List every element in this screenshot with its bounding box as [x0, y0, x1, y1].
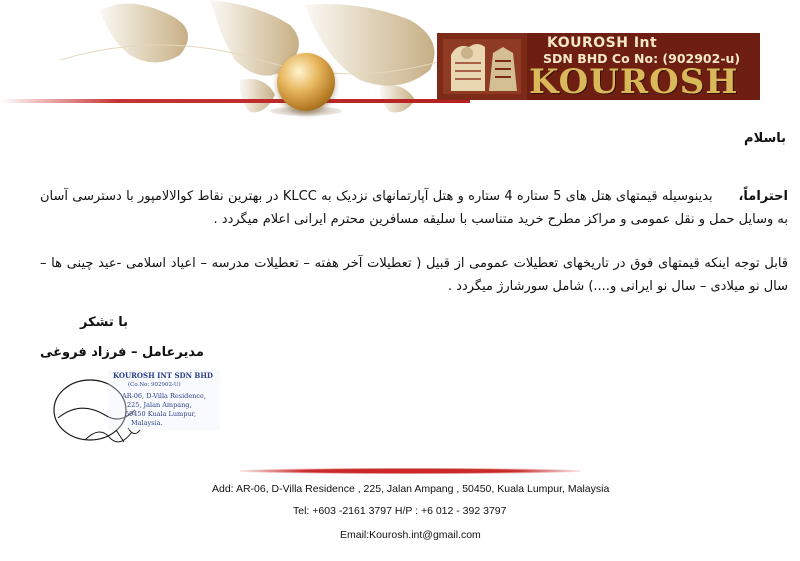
logo-registration: SDN BHD Co No: (902902-u)	[543, 51, 741, 66]
paragraph-intro	[40, 185, 788, 231]
stamp-company: KOUROSH INT SDN BHD	[113, 371, 213, 380]
paragraph-lead: احتراماً،	[738, 189, 789, 204]
paragraph-surcharge: قابل توجه اینکه قیمتهای فوق در تاریخهای تعطیلات عمومی از قبیل ( تعطیلات آخر هفته – تعطیلات مدرسه – اعیاد اسلامی -عید چینی ها – سال نو میلادی – سال نو ایرانی و....) شامل سورشارژ میگردد .	[40, 256, 788, 294]
footer-red-rule	[240, 468, 580, 474]
header-red-rule	[0, 99, 470, 103]
stamp-address-line: 225, Jalan Ampang,	[127, 401, 192, 409]
footer-email: Email:Kourosh.int@gmail.com	[340, 529, 481, 541]
stamp-registration: (Co.No: 902902-U)	[128, 382, 181, 388]
company-logo	[437, 33, 760, 100]
greeting: باسلام	[744, 131, 786, 146]
logo-company-name: KOUROSH Int	[547, 35, 658, 51]
closing-signatory: مدیرعامل – فرزاد فروغی	[40, 345, 204, 360]
footer-address: Add: AR-06, D-Villa Residence , 225, Jalan Ampang , 50450, Kuala Lumpur, Malaysia	[212, 483, 610, 495]
closing-thanks: با تشکر	[80, 315, 129, 330]
stamp-address-line: Malaysia.	[131, 419, 163, 427]
letterhead	[0, 0, 800, 122]
stamp-address-line: AR-06, D-Villa Residence,	[122, 392, 206, 400]
globe-icon	[277, 53, 335, 111]
paragraph-intro-body: بدینوسیله قیمتهای هتل های 5 ستاره 4 ستاره و هتل آپارتمانهای نزدیک به KLCC در بهترین نقاط کوالالامپور با دسترسی آسان به وسایل حمل و نقل عمومی و مراکز مطرح خرید متناسب با سلیقه مسافرین محترم ایرانی اعلام میگردد .	[40, 189, 788, 227]
stamp-address-line: 50450 Kuala Lumpur,	[125, 410, 197, 418]
footer-phone: Tel: +603 -2161 3797 H/P : +6 012 - 392 3797	[293, 505, 507, 517]
persian-relief-icon	[437, 33, 527, 100]
logo-wordmark: KOUROSH	[529, 62, 739, 100]
